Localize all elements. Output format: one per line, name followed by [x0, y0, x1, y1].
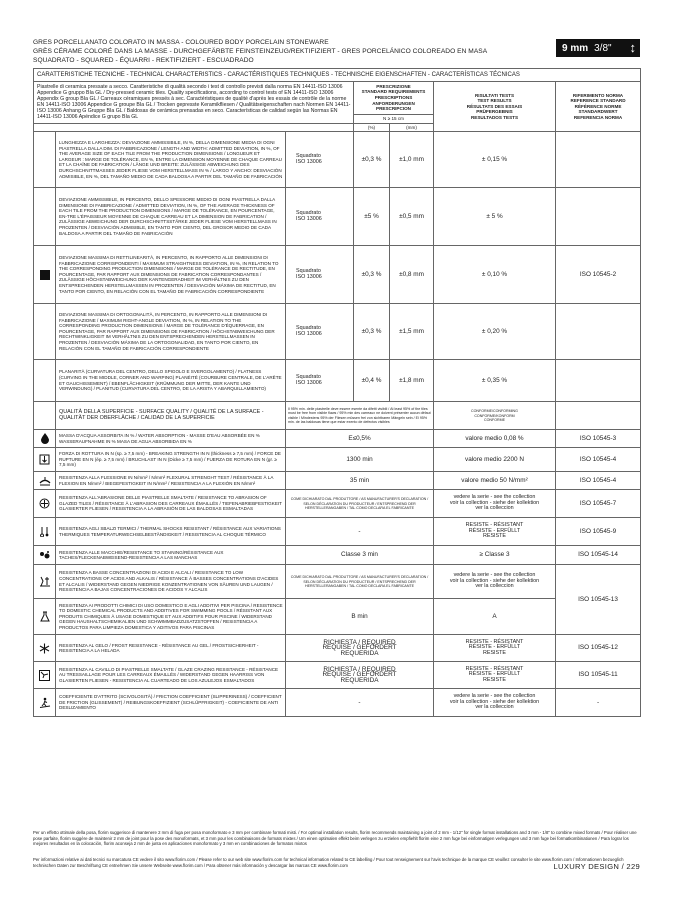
flex-icon: [36, 476, 53, 486]
dim-norm: ISO 10545-2: [556, 246, 641, 304]
table-header-row: [34, 82, 641, 115]
dim-result: ± 0,10 %: [434, 246, 556, 304]
property-norm: ISO 10545-7: [556, 490, 641, 518]
property-requirement: 35 min: [286, 472, 434, 490]
thickness-badge: [556, 39, 640, 57]
dim-description: LUNGHEZZA E LARGHEZZA: DEVIAZIONE AMMISSIBILE, IN %, DELLA DIMENSIONE MEDIA DI OGNI PIASTRELLA DALLA DIM. DI FABBRICAZIONE / LENGTH AND WIDTH: ADMITTED DEVIATION, IN %, OF THE AVERAGE SIZE OF EACH TILE FROM THE PRODUCTION DIMENSIONS / LONGUEUR ET LARGEUR : MARGE DE TOLÉRANCE, EN %, ENTRE LA DIMENSION MOYENNE DE CHAQUE CARREAU ET LA CHAÎNE DE FABRICATION / LÄNGE UND BREITE: ZULÄSSIGE ABWEICHUNG DES DURCHSCHNITTMASSES JEDER FLIESE VOM HERSTELLMASS IN % / LARGO Y ANCHO: DESVIACIÓN ADMISIBLE, EN %, DEL TAMAÑO MEDIO DE CADA BALDOSA A PARTIR DEL TAMAÑO DE FABRICACIÓN: [56, 132, 286, 188]
header-line-1: GRES PORCELLANATO COLORATO IN MASSA - COLOURED BODY PORCELAIN STONEWARE: [33, 39, 329, 46]
surface-requirement: Il 95% min. delle piastrelle deve essere esente da difetti visibili / At least 95% of the tiles must be free from visible flaws / 95% min des carreaux ne doivent présenter aucun défaut visible / Mindestens 95% der Fliesen müssen frei von sichtbaren Mängeln sein / El 95% min. de las baldosas tiene que estar exento de defectos visibles: [286, 402, 434, 430]
property-description: RESISTENZA AI PRODOTTI CHIMICI DI USO DOMESTICO E AGLI ADDITIVI PER PISCINA / RESISTENCE TO DOMESTIC CHEMICAL PRODUCTS AND ADDITIVES FOR SWIMMING POOLS / RÉSISTANT AUX PRODUITS CHIMIQUES À USAGE DOMESTIQUE ET AUX ADDITIFS POUR PISCINE / WIDERSTAND GEGEN HAUSHALTSCHEMIKALIEN UND SCHWIMMBADZUSATZSTOFFEN / RESISTENCIA A PRODUCTOS PARA LIMPIEZA DOMESTICA Y ADITIVOS PARA PISCINAS: [56, 599, 286, 635]
property-icon-cell: [34, 472, 56, 490]
dim-icon-cell: [34, 188, 56, 246]
surface-norm: [556, 402, 641, 430]
dim-condition: Squadrato ISO 13006: [286, 132, 354, 188]
property-row: [34, 565, 641, 599]
property-norm: ISO 10545-13: [556, 565, 641, 635]
property-row: [34, 490, 641, 518]
header-line-3: SQUADRATO - SQUARED - ÉQUARRI - REKTIFIZIERT - ESCUADRADO: [33, 57, 254, 64]
dim-icon-cell: [34, 360, 56, 402]
acid-icon: [36, 576, 53, 587]
thermal-icon: [36, 526, 53, 537]
intro-text: Piastrelle di ceramica pressate a secco. Caratteristiche di qualità secondo i test di controllo previsti dalla norma EN 14411-ISO 13006 Appendice G gruppo BIa GL / Dry-pressed ceramic tiles. Quality specifications, according to control tests of EN 14411-ISO 13006 Appendix G group BIa GL / Carreaux céramiques pressés à sec. Caractéristiques de qualité d'après les essais de contrôle de la norme EN 14411-ISO 13006 Appendice G groupe BIa GL / Trocken gepresste Keramikfliesen / Qualitätseigenschaften nach Normen EN 14411-ISO 13006 Anhang G Gruppe BIa GL / Baldosas de cerámica prensadas en seco. Características de calidad según las Normas EN 14411-ISO 13006 Apéndice G grupo BIa GL: [34, 82, 354, 124]
units-spacer: [34, 123, 354, 132]
dim-result: ± 0,15 %: [434, 132, 556, 188]
property-norm: ISO 10545-12: [556, 635, 641, 662]
property-row: [34, 599, 641, 635]
property-row: [34, 448, 641, 472]
property-result: vedere la serie - see the collection voir la collection - siehe der kollektion ver la colleccion: [434, 565, 556, 599]
technical-table: [33, 68, 641, 717]
property-description: RESISTENZA A BASSE CONCENTRAZIONI DI ACIDI E ALCALI / RESISTANCE TO LOW CONCENTRATIONS OF ACIDS AND ALKALIS / RÉSISTANCE À BASSES CONCENTRATIONS D'ACIDES ET ALCALIS / WIDERSTAND GEGEN NIEDRIGE KONZENTRATIONEN VON SÄUREN UND LAUGEN / RESISTENCIA A BAJAS CONCENTRACIONES DE ACIDOS Y ALCALIS: [56, 565, 286, 599]
property-row: [34, 472, 641, 490]
thickness-arrow-icon: ↕: [629, 40, 636, 55]
page-header: [33, 38, 553, 65]
dim-norm: [556, 360, 641, 402]
table-title-row: [34, 69, 641, 82]
page-number: LUXURY DESIGN / 229: [553, 862, 640, 871]
dim-mm: ±0,8 mm: [390, 246, 434, 304]
property-icon-cell: [34, 599, 56, 635]
property-description: COEFFICIENTE D'ATTRITO (SCIVOLOSITÀ) / FRICTION COEFFICIENT (SLIPPERINESS) / COEFFICIENT DE FRICTION (GLISSEMENT) / REIBUNGSKOEFFIZIENT (SCHLÜPFRIGKEIT) - COEFICIENTE DE ANTI DESLIZAMIENTO: [56, 689, 286, 717]
col-results: RISULTATI TESTS TEST RESULTS RÉSULTATS DES ESSAIS PRÜFERGEBNIS RESULTADOS TESTS: [434, 82, 556, 132]
property-norm: ISO 10545-4: [556, 448, 641, 472]
dim-mm: ±1,5 mm: [390, 304, 434, 360]
surface-result: CONFORME/CONFORMING CONFORME/KONFORM CONFORME: [434, 402, 556, 430]
property-norm: ISO 10545-14: [556, 546, 641, 565]
header-line-2: GRÈS CÉRAME COLORÉ DANS LA MASSE - DURCHGEFÄRBTE FEINSTEINZEUG/REKTIFIZIERT - GRES PORCELÁNICO COLOREADO EN MASA: [33, 48, 488, 55]
property-description: RESISTENZA ALLE MACCHIE/RESISTANCE TO STAINING/RÉSISTANCE AUX TACHES/FLECKENABWEISEND-RESISTENCIA A LAS MANCHAS: [56, 546, 286, 565]
property-row: [34, 518, 641, 546]
dim-condition: Squadrato ISO 13006: [286, 360, 354, 402]
property-row: [34, 662, 641, 689]
square-icon: [34, 246, 56, 304]
water-drop-icon: [36, 433, 53, 444]
dim-description: DEVIAZIONE MASSIMA DI RETTILINEARITÀ, IN PERCENTO, IN RAPPORTO ALLE DIMENSIONI DI FABBRICAZIONE CORRISPONDENTI / MAXIMUM STRAIGHTNESS DEVIATION, IN %, IN RELATION TO THE CORRESPONDING PRODUCTION DIMENSIONS / MARGE DE TOLÉRANCE DE RECTITUDE, EN POURCENTAGE, PAR RAPPORT AUX DIMENSIONS DE FABRICATION CORRESPONDANTES / ZULÄSSIGE HÖCHSTABWEICHUNG DER KANTENGERADHEIT IM VERHÄLTNIS ZU DEN ENTSPRECHENDEN HERSTELLMASSEN IN PROZENTEN / DESVIACIÓN MÁXIMA DE RECTITUD, EN TANTO POR CIENTO, EN RELACIÓN CON EL TAMAÑO DE FABRICACIÓN CORRESPONDIENTE: [56, 246, 286, 304]
property-icon-cell: [34, 490, 56, 518]
property-requirement: RICHIESTA / REQUIRED REQUISE / GEFORDERT REQUERIDA: [286, 662, 434, 689]
chemical-icon: [36, 611, 53, 622]
property-result: ≥ Classe 3: [434, 546, 556, 565]
property-norm: ISO 10545-11: [556, 662, 641, 689]
dim-icon-cell: [34, 132, 56, 188]
property-requirement: 1300 min: [286, 448, 434, 472]
property-requirement: RICHIESTA / REQUIRED REQUISE / GEFORDERT REQUERIDA: [286, 635, 434, 662]
dim-description: DEVIAZIONE AMMISSIBILE, IN PERCENTO, DELLO SPESSORE MEDIO DI OGNI PIASTRELLA DALLA DIMENSIONE DI FABBRICAZIONE / ADMITTED DEVIATION, IN %, OF THE AVERAGE THICKNESS OF EACH TILE FROM THE PRODUCTION DIMENSIONS / MARGE DE TOLÉRANCE, EN POURCENTAGE, EN-TRE L'ÉPAISSEUR MOYENNE DE CHAQUE CARREAU ET LA DIMENSION DE FABRICATION / ZULÄSSIGE ABWEICHUNG DER DURCHSCHNITTSSTÄRKE JEDER FLIESE VOM HERSTELLMASS IN PROZENTEN / DESVIACIÓN ADMISIBLE, EN TANTO POR CIENTO, DEL GROSOR MEDIO DE CADA BALDOSA A PARTIR DEL TAMAÑO DE FABRICACIÓN: [56, 188, 286, 246]
property-description: RESISTENZA AGLI SBALZI TERMICI / THERMAL SHOCKS RESISTANT / RÉSISTANCE AUX VARIATIONS THERMIQUES TEMPERATURWECHSELBESTÄNDIGKEIT / RESISTENCIA AL CHOQUE TÉRMICO: [56, 518, 286, 546]
dim-row: [34, 304, 641, 360]
property-icon-cell: [34, 430, 56, 448]
property-description: RESISTENZA ALLA FLESSIONE IN N/mm² / N/mm² FLEXURAL STRENGHT TEST / RÉSISTANCE À LA FLEXION EN N/mm² / BIEGEFESTIGKEIT IN N/mm² / RESISTENCIA A LA FLEXIÓN EN N/mm²: [56, 472, 286, 490]
dim-pct: ±0,3 %: [354, 132, 390, 188]
weight-icon: [36, 454, 53, 465]
property-description: RESISTENZA AL CAVILLO DI PIASTRELLE SMALTATE / GLAZE CRAZING RESISTANCE - RÉSISTANCE AU TRESSAILLAGE POUR LES CARREAUX ÉMAILLÉS / WIDERSTAND GEGEN HAARRISS VON GLASIERTEN FLIESEN - RESISTENCIA AL CUARTEADO DE LOS AZULEJOS ESMALTADOS: [56, 662, 286, 689]
unit-mm: (mm): [390, 123, 434, 132]
property-norm: ISO 10545-9: [556, 518, 641, 546]
dim-pct: ±0,4 %: [354, 360, 390, 402]
dim-mm: ±1,8 mm: [390, 360, 434, 402]
dim-row: [34, 132, 641, 188]
property-result: RESISTE - RÉSISTANT RÉSISTE - ERFÜLLT RESISTE: [434, 635, 556, 662]
property-icon-cell: [34, 635, 56, 662]
property-requirement: -: [286, 689, 434, 717]
property-row: [34, 689, 641, 717]
n-label: N ≥ 15 cm: [354, 114, 434, 123]
col-requirements: PRESCRIZIONE STANDARD REQUIREMENTS PRESCRIPTIONS ANFORDERUNGEN PRESCRIPCION: [354, 82, 434, 115]
dim-row: [34, 246, 641, 304]
property-icon-cell: [34, 689, 56, 717]
dim-row: [34, 188, 641, 246]
property-description: RESISTENZA AL GELO / FROST RESISTANCE - RÉSISTANCE AU GEL / FROSTSICHERHEIT - RESISTENCIA A LA HELADA: [56, 635, 286, 662]
surface-icon-cell: [34, 402, 56, 430]
dim-description: PLANARITÀ (CURVATURA DEL CENTRO, DELLO SPIGOLO E SVERGOLAMENTO) / FLATNESS (CURVING IN THE MIDDLE, CORNER AND WARPING) PLANÉITÉ (COURBURE CENTRALE, DE L'ARÊTE ET GAUCHISSEMENT) / EBENFLÄCHIGKEIT (KRÜMMUNG DER MITTE, DER KANTE UND VERWINDUNG) / PLANITUD (CURVATURA DEL CENTRO, DE LA ARISTA Y ABARQUILLAMIENTO): [56, 360, 286, 402]
col-norm: RIFERIMENTO NORMA REFERENCE STANDARD RÉFÉRENCE NORME STANDARDWERT REFERENCIA NORMA: [556, 82, 641, 132]
footnote-ce: Per informazioni relative ai dati tecnici su marcatura CE vedere il sito www.florim.com / Please refer to our web site www.florim.com for technical information related to CE labelling / Pour tout renseignement sur l'avis technique de la marque CE veuillez consulter le site www.florim.com / Informationen bezueglich technischen Daten zur Beschriftung CE entnehmen Sie unsere Webseite www.florim.com / Para obtener más información y descargar las marcas CE www.florim.com: [33, 857, 624, 868]
property-icon-cell: [34, 565, 56, 599]
dim-condition: Squadrato ISO 13006: [286, 304, 354, 360]
dim-mm: ±0,5 mm: [390, 188, 434, 246]
property-requirement: COME DICHIARATO DAL PRODUTTORE / AS MANUFACTURER'S DECLARATION / SELON DÉCLARATION DU PRODUCTEUR / ENTSPRECHEND DER HERSTELLERANGABEN / TAL COMO DECLARA EL FABRICANTE: [286, 490, 434, 518]
dim-pct: ±5 %: [354, 188, 390, 246]
property-result: valore medio 50 N/mm²: [434, 472, 556, 490]
property-description: MASSA D'ACQUA ASSORBITA IN % / WATER ABSORPTION - MASSE D'EAU ABSORBÉE EN % WASSERAUFNAHME IN % MASA DE AGUA ABSORBIDA EN %: [56, 430, 286, 448]
property-row: [34, 430, 641, 448]
property-norm: ISO 10545-4: [556, 472, 641, 490]
frost-icon: [36, 643, 53, 654]
thickness-mm: 9 mm: [562, 42, 589, 54]
property-result: vedere la serie - see the collection voir la collection - siehe der kollektion ver la colleccion: [434, 689, 556, 717]
dim-norm: [556, 304, 641, 360]
property-result: valore medio 2200 N: [434, 448, 556, 472]
property-requirement: E≤0,5%: [286, 430, 434, 448]
property-icon-cell: [34, 518, 56, 546]
property-row: [34, 635, 641, 662]
dim-norm: [556, 188, 641, 246]
dim-pct: ±0,3 %: [354, 304, 390, 360]
property-requirement: -: [286, 518, 434, 546]
property-icon-cell: [34, 662, 56, 689]
property-description: RESISTENZA ALL'ABRASIONE DELLE PIASTRELLE SMALTATE / RESISTANCE TO ABRASION OF GLAZED TILES / RÉSISTANCE À L'ABRASION DES CARREAUX ÉMAILLÉS / TIEFENABRIEBFESTIGKEIT GLASIERTER FLIESEN / RESISTENCIA A LA ABRASIÓN DE LAS BALDOSAS ESMALTADAS: [56, 490, 286, 518]
crazing-icon: [36, 670, 53, 681]
property-requirement: Classe 3 min: [286, 546, 434, 565]
thickness-inch: 3/8": [594, 42, 612, 54]
property-requirement: B min: [286, 599, 434, 635]
stain-icon: [36, 550, 53, 560]
property-row: [34, 546, 641, 565]
friction-icon: [36, 697, 53, 708]
unit-pct: (%): [354, 123, 390, 132]
abrasion-icon: [36, 498, 53, 509]
property-result: RESISTE - RÉSISTANT RÉSISTE - ERFÜLLT RESISTE: [434, 662, 556, 689]
surface-row: [34, 402, 641, 430]
property-result: A: [434, 599, 556, 635]
table-title: CARATTERISTICHE TECNICHE - TECHNICAL CHARACTERISTICS - CARACTÉRISTIQUES TECHNIQUES - TECHNISCHE EIGENSCHAFTEN - CARACTERÍSTICAS TÉCNICAS: [34, 69, 641, 82]
footnote-joints: Per un effetto ottimale della posa, florim suggerisce di mantenere 2 mm di fuga per posa monoformato e 3 mm per combinare formati misti. / For optimal installation results, florim recommends maintaining a joint of 2 mm - 1/12" for single format installations and 3 mm - 1/8" to combine mixed formats / Pour réaliser une pose parfaite, florim suggère de maintenir 2 mm de joint pour la pose des monoformats, et 3 mm pour les combinaisons de formats mixtes / Um einen optimalen effekt beim verlegen zu erzielen empfiehlt florim eine 2 mm fuge bei einformatigen verlegungen und 3 mm fuge bei formatkombinationen / Para lograr los mejores resultados en la colocación, florim aconseja 2 mm de junta en aplicaciones monoformato y 3 mm en combinaciones de formatos mixtos: [33, 830, 637, 847]
property-description: FORZA DI ROTTURA IN N (sp. ≥ 7,5 mm) - BREAKING STRENGTH IN N (thickness ≥ 7,5 mm) / FORCE DE RUPTURE EN N (ép. ≥ 7,5 mm) / BRUCHLAST IN N (Dicke ≥ 7,5 mm) / FUERZA DE ROTURA EN N (gr. ≥ 7,5 mm): [56, 448, 286, 472]
property-icon-cell: [34, 546, 56, 565]
dim-icon-cell: [34, 304, 56, 360]
dim-condition: Squadrato ISO 13006: [286, 188, 354, 246]
property-result: valore medio 0,08 %: [434, 430, 556, 448]
dim-result: ± 5 %: [434, 188, 556, 246]
dim-norm: [556, 132, 641, 188]
property-requirement: COME DICHIARATO DAL PRODUTTORE / AS MANUFACTURER'S DECLARATION / SELON DÉCLARATION DU PRODUCTEUR / ENTSPRECHEND DER HERSTELLERANGABEN / TAL COMO DECLARA EL FABRICANTE: [286, 565, 434, 599]
property-norm: -: [556, 689, 641, 717]
dim-mm: ±1,0 mm: [390, 132, 434, 188]
property-result: RESISTE - RÉSISTANT RÉSISTE - ERFÜLLT RESISTE: [434, 518, 556, 546]
dim-row: [34, 360, 641, 402]
dim-condition: Squadrato ISO 13006: [286, 246, 354, 304]
dim-description: DEVIAZIONE MASSIMA DI ORTOGONALITÀ, IN PERCENTO, IN RAPPORTO ALLE DIMENSIONI DI FABBRICAZIONE / MAXIMUM RIGHT-ANGLE DEVIATION, IN %, IN RELATION TO THE CORRESPONDING PRODUCTION DIMENSIONS / MARGE DE TOLÉRANCE D'ÉQUERRAGE, EN POURCENTAGE, PAR RAPPORT AUX DIMENSIONS DE FABRICATION / HÖCHSTABWEICHUNG DER RECHTWINKLIGKEIT IM VERHÄLTNIS ZU DEN ENTSPRECHENDEN HERSTELLMASSEN IN PROZENTEN / DESVIACIÓN MÁXIMA DE LA ORTOGONALIDAD, EN TANTO POR CIENTO, EN RELACIÓN CON EL TAMAÑO DE FABRICACIÓN CORRESPONDIENTE: [56, 304, 286, 360]
dim-result: ± 0,20 %: [434, 304, 556, 360]
surface-description: QUALITÀ DELLA SUPERFICIE - SURFACE QUALITY / QUALITÉ DE LA SURFACE - QUALITÄT DER OBERFLÄCHE / CALIDAD DE LA SUPERFICIE: [56, 402, 286, 430]
property-icon-cell: [34, 448, 56, 472]
dim-result: ± 0,35 %: [434, 360, 556, 402]
property-result: vedere la serie - see the collection voir la collection - siehe der kollektion ver la colleccion: [434, 490, 556, 518]
dim-pct: ±0,3 %: [354, 246, 390, 304]
property-norm: ISO 10545-3: [556, 430, 641, 448]
